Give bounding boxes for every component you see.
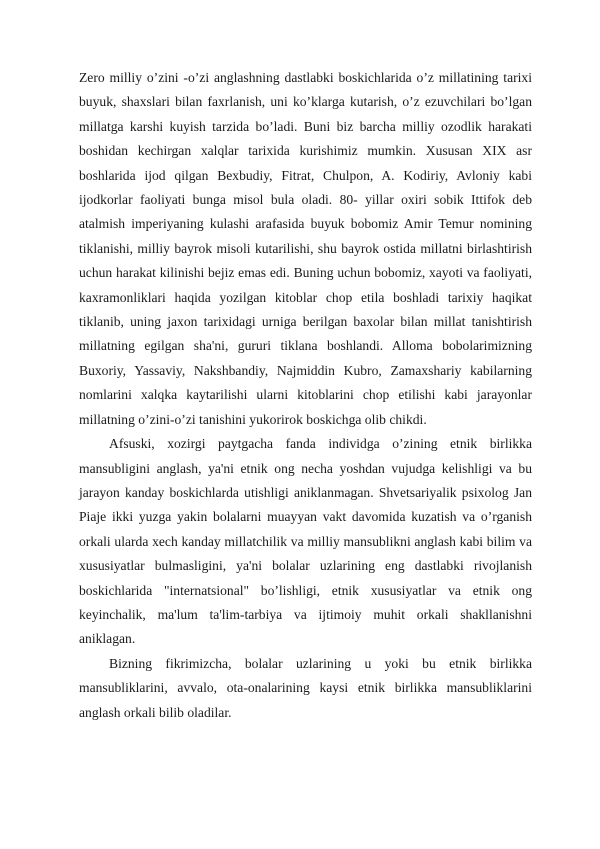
paragraph-3: Bizning fikrimizcha, bolalar uzlarining u yoki bu etnik birlikka mansubliklarini, avvalo, ota-onalarining kaysi etnik birlikka mansubliklarini anglash orkali bilib oladilar. — [79, 655, 532, 720]
body-text — [79, 66, 532, 725]
paragraph-1: Zero milliy o’zini -o’zi anglashning dastlabki boskichlarida o’z millatining tarixi buyuk, shaxslari bilan faxrlanish, uni ko’klarga kutarish, o’z ezuvchilari bo’lgan millatga karshi kuyish tarzida bo’ladi. Buni biz barcha milliy ozodlik harakati boshidan kechirgan xalqlar tarixida kurishimiz mumkin. Xususan XIX asr boshlarida ijod qilgan Bexbudiy, Fitrat, Chulpon, A. Kodiriy, Avloniy kabi ijodkorlar faoliyati bunga misol bula oladi. 80- yillar oxiri sobik Ittifok deb atalmish imperiyaning kulashi arafasida buyuk bobomiz Amir Temur nomining tiklanishi, milliy bayrok misoli kutarilishi, shu bayrok ostida millatni birlashtirish uchun harakat kilinishi bejiz emas edi. Buning uchun bobomiz, xayoti va faoliyati, kaxramonliklari haqida yozilgan kitoblar chop etila boshladi tarixiy haqikat tiklanib, uning jaxon tarixidagi urniga berilgan baxolar bilan millat tanishtirish millatning egilgan sha'ni, gururi tiklana boshlandi. Alloma bobolarimizning Buxoriy, Yassaviy, Nakshbandiy, Najmiddin Kubro, Zamaxshariy kabilarning nomlarini xalqka kaytarilishi ularni kitoblarini chop etilishi kabi jarayonlar millatning o’zini-o’zi tanishini yukorirok boskichga olib chikdi. — [79, 70, 532, 427]
paragraph-2: Afsuski, xozirgi paytgacha fanda individga o’zining etnik birlikka mansubligini anglash, ya'ni etnik ong necha yoshdan vujudga kelishligi va bu jarayon kanday boskichlarda utishligi aniklanmagan. Shvetsariyalik psixolog Jan Piaje ikki yuzga yakin bolalarni muayyan vakt davomida kuzatish va o’rganish orkali ularda xech kanday millatchilik va milliy mansublikni anglash kabi bilim va xususiyatlar bulmasligini, ya'ni bolalar uzlarining eng dastlabki rivojlanish boskichlarida "internatsional" bo’lishligi, etnik xususiyatlar va etnik ong keyinchalik, ma'lum ta'lim-tarbiya va ijtimoiy muhit orkali shakllanishni aniklagan. — [79, 436, 532, 647]
